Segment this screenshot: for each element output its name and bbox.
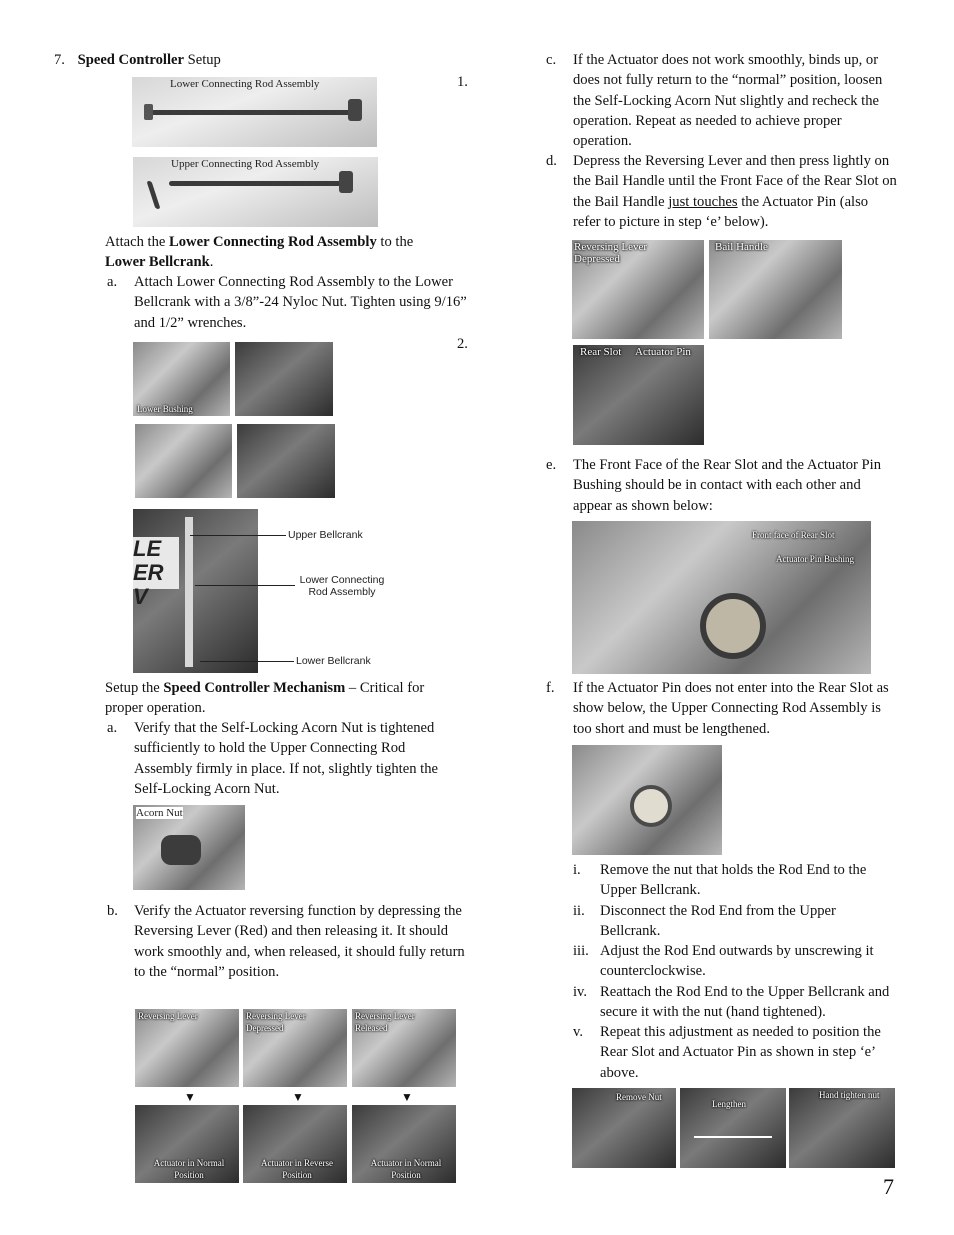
step-e [546,455,898,516]
rod-shape [169,181,349,186]
photo-front-face-contact [572,521,871,674]
section-heading [54,50,314,70]
photo-caption: Bail Handle [715,241,768,253]
substep-marker: ii. [573,903,585,919]
section-title-rest: Setup [183,52,221,68]
step-text: Depress the Reversing Lever and then press lightly on the Bail Handle until the Front Face of the Rear Slot on the Bail Handle [573,153,897,210]
figure-label-2: 2. [457,336,468,352]
setup-intro-text: – Critical for proper operation. [105,680,425,717]
substep-marker: v. [573,1024,583,1040]
photo-caption: Lower Bushing [137,404,193,414]
rod-bend-shape [146,181,160,209]
photo-lower-bellcrank-4 [237,424,335,498]
step-c [546,50,898,151]
rod-end-shape [348,99,362,121]
substep-i [573,860,898,901]
photo-acorn-nut [133,805,245,890]
down-arrow-icon: ▼ [292,1090,304,1104]
photo-caption: Remove Nut [616,1092,662,1102]
attach-intro-text: to the [376,234,414,250]
photo-caption: Actuator Pin Bushing [776,554,854,564]
attach-intro-text: Attach the [105,234,170,250]
photo-caption: Lengthen [712,1099,746,1109]
photo-caption: Reversing Lever Depressed [246,1011,306,1033]
rod-shape [185,517,193,667]
photo-caption: Front face of Rear Slot [752,530,835,540]
photo-lower-bellcrank-2 [235,342,333,416]
photo-rear-slot-actuator-pin [573,345,704,445]
photo-caption: Hand tighten nut [819,1090,880,1100]
step-text: Attach Lower Connecting Rod Assembly to the Lower Bellcrank with a 3/8”-24 Nyloc Nut. Tighten using 9/16” and 1/2” wrenches. [134,274,467,331]
callout-upper-bellcrank: Upper Bellcrank [288,529,363,541]
step-marker: c. [546,52,557,68]
decal-text: LE ER V [133,537,179,589]
photo-lower-connecting-rod [132,77,377,147]
photo-lower-bellcrank-1 [133,342,230,416]
photo-caption: Actuator in Normal Position [153,1158,225,1180]
photo-actuator-reverse [243,1105,347,1183]
step-text: The Front Face of the Rear Slot and the Actuator Pin Bushing should be in contact with each other and appear as shown below: [573,457,882,514]
substep-text: Remove the nut that holds the Rod End to the Upper Bellcrank. [600,862,867,899]
photo-actuator-pin-not-entering [572,745,722,855]
step-marker: d. [546,153,557,169]
photo-lengthen [680,1088,786,1168]
rod-end-shape [144,104,153,120]
attach-intro-bold: Lower Bellcrank [105,254,210,271]
photo-caption: Reversing Lever [138,1011,198,1021]
photo-caption: Upper Connecting Rod Assembly [171,158,320,170]
attach-intro-bold: Lower Connecting Rod Assembly [169,234,377,250]
photo-caption: Reversing Lever Depressed [574,241,647,265]
substep-text: Adjust the Rod End outwards by unscrewing it counterclockwise. [600,943,874,980]
callout-lower-connecting-rod: Lower Connecting Rod Assembly [299,574,385,598]
photo-lower-bellcrank-3 [135,424,232,498]
step-marker: a. [107,274,118,290]
substep-marker: i. [573,862,581,878]
substep-v [573,1022,898,1083]
lengthen-arrow-icon [694,1136,772,1138]
photo-bellcrank-assembly [133,509,258,673]
photo-actuator-normal-1 [135,1105,239,1183]
callout-line [190,535,286,536]
photo-caption: Actuator in Normal Position [370,1158,442,1180]
step-text: If the Actuator does not work smoothly, binds up, or does not fully return to the “normal” position, loosen the Self-Locking Acorn Nut slightly and recheck the operation. Repeat as needed to achieve proper operation. [573,52,883,150]
substep-iv [573,982,898,1023]
callout-lower-bellcrank: Lower Bellcrank [296,655,371,667]
down-arrow-icon: ▼ [401,1090,413,1104]
setup-step-b [107,901,467,982]
setup-step-a [107,718,465,799]
setup-intro-bold: Speed Controller Mechanism [163,680,346,696]
substep-marker: iii. [573,943,589,959]
photo-reversing-lever-depressed [243,1009,347,1087]
step-text: If the Actuator Pin does not enter into the Rear Slot as show below, the Upper Connecting Rod Assembly is too short and must be lengthened. [573,680,889,737]
substep-text: Disconnect the Rod End from the Upper Bellcrank. [600,903,836,940]
photo-reversing-lever-depressed-d [572,240,704,339]
nut-shape [161,835,201,865]
step-marker: e. [546,457,557,473]
callout-line [200,661,294,662]
photo-remove-nut [572,1088,676,1168]
rod-end-shape [339,171,353,193]
step-d [546,151,898,232]
step-marker: b. [107,903,118,919]
photo-caption: Acorn Nut [136,807,183,819]
section-number: 7. [54,52,65,68]
step-text: the Actuator Pin (also refer to picture in step ‘e’ below). [573,193,869,230]
substep-text: Reattach the Rod End to the Upper Bellcrank and secure it with the nut (hand tightened). [600,984,890,1021]
setup-intro [105,678,465,719]
substep-iii [573,941,898,982]
section-title-bold: Speed Controller [77,52,184,68]
photo-reversing-lever [135,1009,239,1087]
substep-marker: iv. [573,984,588,1000]
photo-caption: Actuator Pin [635,346,691,358]
step-marker: a. [107,720,118,736]
photo-hand-tighten-nut [789,1088,895,1168]
photo-bail-handle [709,240,842,339]
rod-shape [150,110,355,115]
callout-line [195,585,295,586]
step-marker: f. [546,680,555,696]
attach-step-a [107,272,479,333]
photo-caption: Reversing Lever Released [355,1011,415,1033]
step-text: Verify that the Self-Locking Acorn Nut is tightened sufficiently to hold the Upper Connecting Rod Assembly firmly in place. If not, slightly tighten the Self-Locking Acorn Nut. [134,720,438,797]
substep-text: Repeat this adjustment as needed to position the Rear Slot and Actuator Pin as shown in step ‘e’ above. [600,1024,881,1081]
pin-shape [630,785,672,827]
page-number: 7 [883,1174,894,1199]
bushing-shape [700,593,766,659]
step-text: Verify the Actuator reversing function by depressing the Reversing Lever (Red) and then releasing it. It should work smoothly and, when released, it should fully return to the “normal” position. [134,903,465,980]
photo-actuator-normal-2 [352,1105,456,1183]
photo-reversing-lever-released [352,1009,456,1087]
step-text-underlined: just touches [668,193,738,210]
setup-intro-text: Setup the [105,680,164,696]
attach-intro [105,232,465,273]
step-f [546,678,898,739]
photo-caption: Lower Connecting Rod Assembly [170,78,320,90]
attach-intro-text: . [209,254,214,271]
photo-caption: Rear Slot [580,346,622,358]
figure-label-1: 1. [457,74,468,90]
photo-caption: Actuator in Reverse Position [261,1158,333,1180]
down-arrow-icon: ▼ [184,1090,196,1104]
substep-ii [573,901,898,942]
photo-upper-connecting-rod [133,157,378,227]
